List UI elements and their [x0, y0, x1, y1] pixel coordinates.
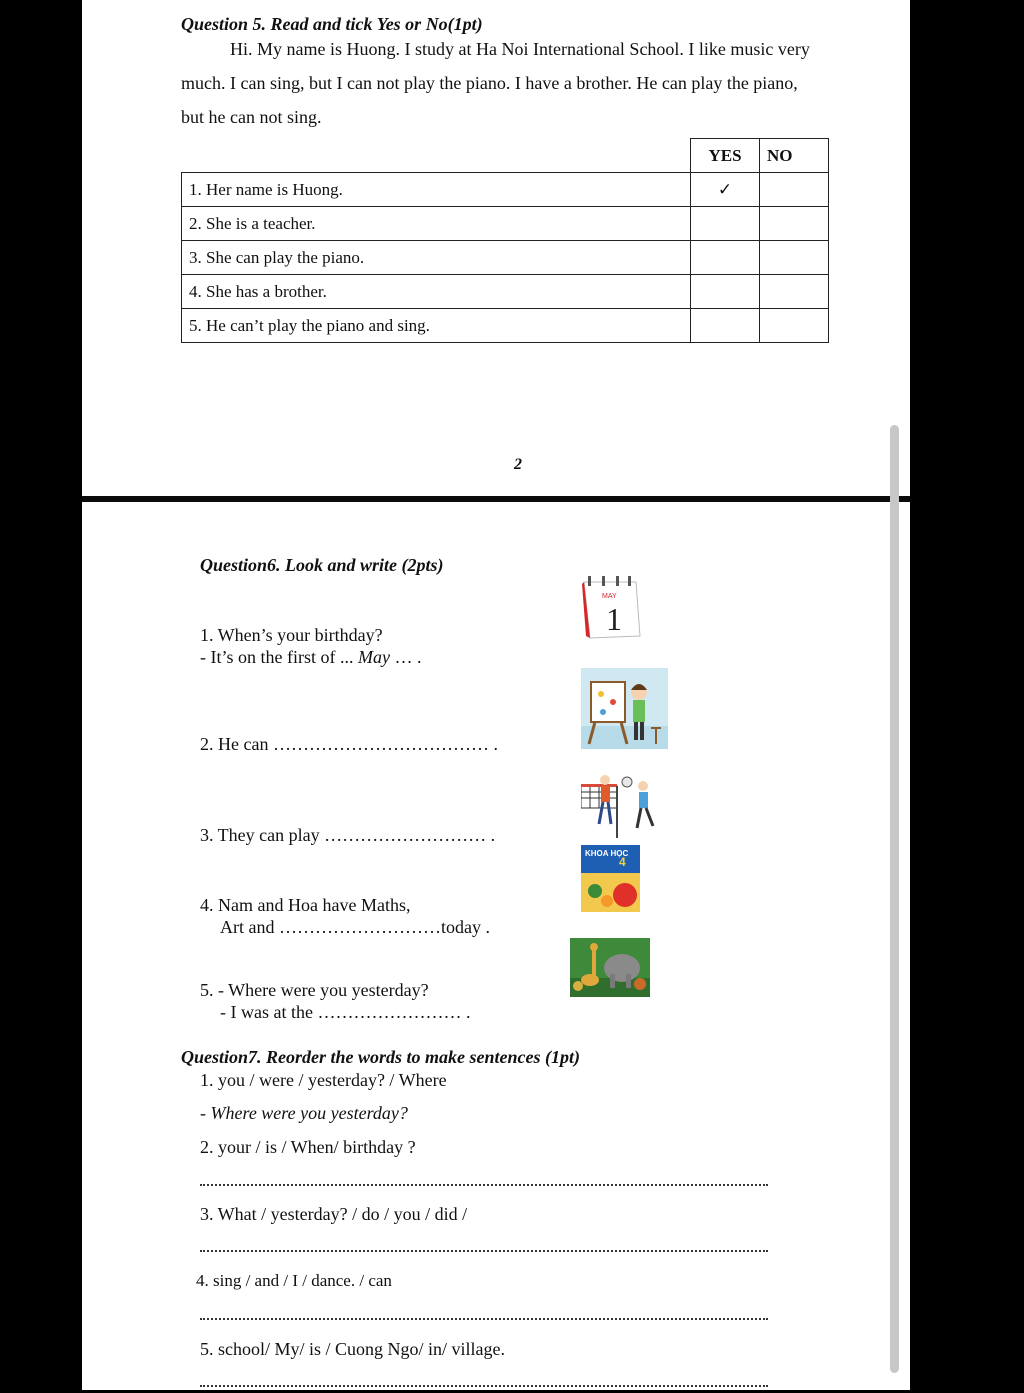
book-title: KHOA HỌC [585, 849, 629, 858]
statement: 5. He can’t play the piano and sing. [182, 309, 691, 343]
q7-item-4: 4. sing / and / I / dance. / can [196, 1271, 392, 1290]
statement: 2. She is a teacher. [182, 207, 691, 241]
volleyball-picture [581, 772, 657, 842]
science-book-picture [581, 845, 640, 912]
calendar-month: MAY [602, 593, 617, 600]
question-5-title: Question 5. Read and tick Yes or No(1pt) [181, 14, 483, 34]
q7-item-2: 2. your / is / When/ birthday ? [200, 1137, 416, 1157]
table-row [182, 309, 829, 343]
q6-item-2: 2. He can ……………………………… . [200, 734, 498, 754]
question-7-title: Question7. Reorder the words to make sentences (1pt) [181, 1047, 580, 1067]
table-header-row [182, 139, 829, 173]
q7-item-1: 1. you / were / yesterday? / Where [200, 1070, 447, 1090]
answer-line[interactable] [200, 1250, 768, 1252]
zoo-animals-picture [570, 938, 650, 997]
statement: 3. She can play the piano. [182, 241, 691, 275]
q6-item-5-line-1: 5. - Where were you yesterday? [200, 980, 429, 1000]
yes-cell[interactable] [691, 275, 760, 309]
answer-line[interactable] [200, 1385, 768, 1387]
yes-cell[interactable] [691, 241, 760, 275]
statement: 4. She has a brother. [182, 275, 691, 309]
q7-item-5: 5. school/ My/ is / Cuong Ngo/ in/ village. [200, 1339, 505, 1359]
reading-line-1: Hi. My name is Huong. I study at Ha Noi International School. I like music very [230, 39, 810, 59]
table-row [182, 241, 829, 275]
q7-item-3: 3. What / yesterday? / do / you / did / [200, 1204, 468, 1224]
q6-item-3: 3. They can play ……………………… . [200, 825, 496, 845]
q6-item-5-line-2: - I was at the …………………… . [220, 1002, 471, 1022]
yes-cell[interactable]: ✓ [691, 173, 760, 207]
painting-boy-picture [581, 668, 668, 749]
yes-cell[interactable] [691, 309, 760, 343]
reading-line-3: but he can not sing. [181, 107, 322, 127]
table-row [182, 207, 829, 241]
answer-line[interactable] [200, 1184, 768, 1186]
yes-cell[interactable] [691, 207, 760, 241]
answer-line[interactable] [200, 1318, 768, 1320]
q6-item-4-line-2: Art and ………………………today . [220, 917, 490, 937]
no-cell[interactable] [760, 173, 829, 207]
calendar-day: 1 [606, 601, 622, 637]
no-cell[interactable] [760, 241, 829, 275]
q6-item-4-line-1: 4. Nam and Hoa have Maths, [200, 895, 411, 915]
no-header: NO [760, 139, 829, 173]
no-cell[interactable] [760, 207, 829, 241]
table-row [182, 173, 829, 207]
book-number: 4 [619, 855, 626, 869]
yes-header: YES [691, 139, 760, 173]
scrollbar[interactable] [890, 425, 899, 1373]
yes-no-table [181, 138, 829, 343]
statement: 1. Her name is Huong. [182, 173, 691, 207]
calendar-picture [580, 576, 644, 642]
page-number: 2 [514, 456, 522, 473]
reading-line-2: much. I can sing, but I can not play the piano. I have a brother. He can play the piano, [181, 73, 798, 93]
q7-item-1-answer: - Where were you yesterday? [200, 1103, 408, 1123]
no-cell[interactable] [760, 309, 829, 343]
question-6-title: Question6. Look and write (2pts) [200, 555, 444, 575]
q6-item-1-answer: - It’s on the first of ... May … . [200, 647, 422, 667]
table-row [182, 275, 829, 309]
q6-item-1-question: 1. When’s your birthday? [200, 625, 383, 645]
no-cell[interactable] [760, 275, 829, 309]
